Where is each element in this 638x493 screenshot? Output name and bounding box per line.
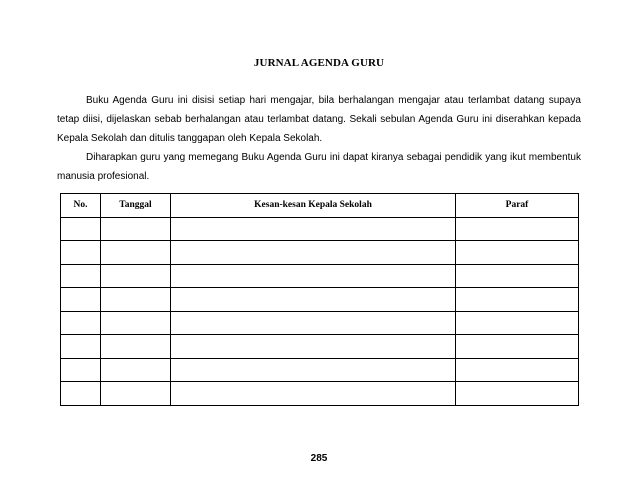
table-row — [61, 358, 579, 382]
table-row — [61, 382, 579, 406]
cell-paraf — [456, 288, 579, 312]
header-kesan: Kesan-kesan Kepala Sekolah — [171, 194, 456, 218]
cell-tanggal — [101, 288, 171, 312]
cell-paraf — [456, 382, 579, 406]
cell-paraf — [456, 264, 579, 288]
cell-tanggal — [101, 217, 171, 241]
header-tanggal: Tanggal — [101, 194, 171, 218]
agenda-table — [60, 193, 579, 406]
intro-text — [57, 91, 581, 186]
cell-kesan — [171, 358, 456, 382]
cell-no — [61, 311, 101, 335]
table-row — [61, 288, 579, 312]
cell-tanggal — [101, 382, 171, 406]
cell-no — [61, 382, 101, 406]
cell-no — [61, 217, 101, 241]
cell-tanggal — [101, 311, 171, 335]
intro-paragraph-1: Buku Agenda Guru ini disisi setiap hari mengajar, bila berhalangan mengajar atau terlambat datang supaya tetap diisi, dijelaskan sebab berhalangan atau terlambat datang. Sekali sebulan Agenda Guru ini diserahkan kepada Kepala Sekolah dan ditulis tanggapan oleh Kepala Sekolah. — [57, 95, 581, 144]
cell-tanggal — [101, 358, 171, 382]
table-row — [61, 335, 579, 359]
cell-no — [61, 264, 101, 288]
table-row — [61, 241, 579, 265]
cell-paraf — [456, 358, 579, 382]
page-number: 285 — [310, 453, 328, 464]
cell-tanggal — [101, 264, 171, 288]
document-title: JURNAL AGENDA GURU — [253, 57, 385, 69]
cell-paraf — [456, 217, 579, 241]
cell-paraf — [456, 241, 579, 265]
agenda-table-body — [61, 217, 579, 405]
cell-no — [61, 335, 101, 359]
table-row — [61, 217, 579, 241]
cell-tanggal — [101, 241, 171, 265]
table-row — [61, 311, 579, 335]
cell-kesan — [171, 217, 456, 241]
intro-paragraph-2: Diharapkan guru yang memegang Buku Agenda Guru ini dapat kiranya sebagai pendidik yang ikut membentuk manusia profesional. — [57, 152, 581, 182]
cell-no — [61, 358, 101, 382]
cell-kesan — [171, 241, 456, 265]
cell-kesan — [171, 288, 456, 312]
cell-kesan — [171, 264, 456, 288]
cell-tanggal — [101, 335, 171, 359]
cell-kesan — [171, 311, 456, 335]
header-paraf: Paraf — [456, 194, 579, 218]
cell-kesan — [171, 335, 456, 359]
table-header-row — [61, 194, 579, 218]
cell-no — [61, 288, 101, 312]
cell-paraf — [456, 311, 579, 335]
cell-no — [61, 241, 101, 265]
cell-kesan — [171, 382, 456, 406]
cell-paraf — [456, 335, 579, 359]
table-row — [61, 264, 579, 288]
header-no: No. — [61, 194, 101, 218]
